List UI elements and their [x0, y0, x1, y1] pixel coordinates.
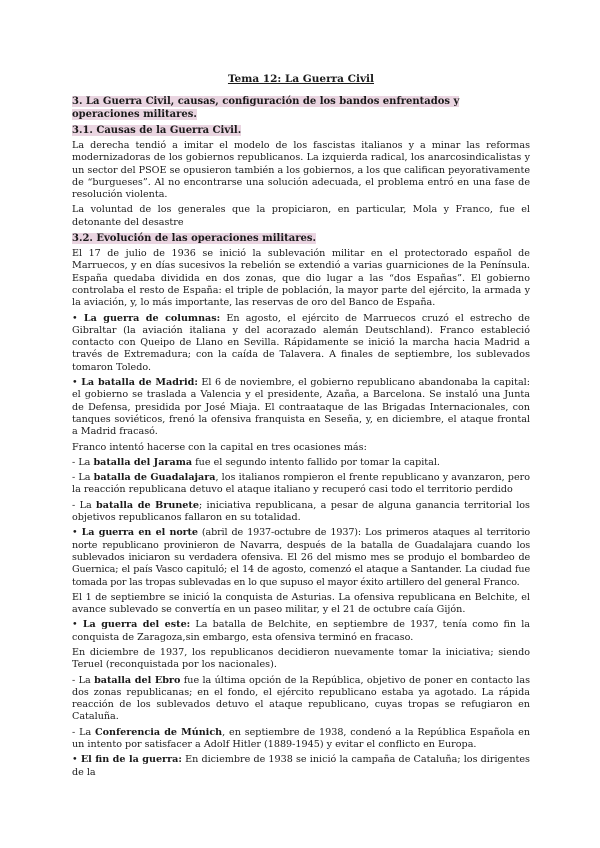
munich-item: - La Conferencia de Múnich, en septiembre de 1938, condenó a la República Española en un intento por satisfacer a Adolf Hitler (1889-1945) y evitar el conflicto en Europa.	[72, 726, 530, 751]
evolution-paragraph: El 17 de julio de 1936 se inició la sublevación militar en el protectorado español de Marruecos, y en días sucesivos la rebelión se extendió a varias guarniciones de la Península. España quedaba dividida en dos zonas, que dio lugar a las “dos Españas”. El gobierno controlaba el resto de España: el triple de población, la mayor parte del ejército, la armada y la aviación, y, lo más importante, las reservas de oro del Banco de España.	[72, 248, 530, 309]
teruel-paragraph: En diciembre de 1937, los republicanos decidieron nuevamente tomar la iniciativa; siendo Teruel (reconquistada por los nacionales).	[72, 646, 530, 671]
document-page	[72, 72, 530, 782]
fin-paragraph: • El fin de la guerra: En diciembre de 1938 se inició la campaña de Cataluña; los dirigentes de la	[72, 754, 530, 778]
causes-paragraph-2: La voluntad de los generales que la propiciaron, en particular, Mola y Franco, fue el detonante del desastre	[72, 204, 530, 228]
section-heading-3: 3. La Guerra Civil, causas, configuración de los bandos enfrentados y operaciones militares.	[72, 96, 460, 120]
guadalajara-item: - La batalla de Guadalajara, los italianos rompieron el frente republicano y avanzaron, pero la reacción republicana detuvo el ataque italiano y recuperó casi todo el territorio perdido	[72, 472, 530, 496]
section-heading-3-2: 3.2. Evolución de las operaciones militares.	[72, 233, 316, 245]
brunete-item: - La batalla de Brunete; iniciativa republicana, a pesar de alguna ganancia territorial los objetivos republicanos fallaron en su totalidad.	[72, 499, 530, 524]
section-heading-3-1: 3.1. Causas de la Guerra Civil.	[72, 125, 242, 136]
columns-paragraph: • La guerra de columnas: En agosto, el ejército de Marruecos cruzó el estrecho de Gibraltar (la aviación italiana y del acorazado alemán Deutschland). Franco estableció contacto con Queipo de Llano en Sevilla. Rápidamente se inició la marcha hacia Madrid a través de Extremadura; con la caída de Talavera. A finales de septiembre, los sublevados tomaron Toledo.	[72, 312, 530, 373]
norte-paragraph: • La guerra en el norte (abril de 1937-octubre de 1937): Los primeros ataques al territorio norte republicano provinieron de Navarra, después de la batalla de Guadalajara cuando los sublevados iniciaron su verdadera ofensiva. El 26 del mismo mes se produjo el bombardeo de Guernica; el país Vasco capituló; el 14 de agosto, comenzó el ataque a Santander. La ciudad fue tomada por las tropas sublevadas en lo que supuso el mayor éxito artillero del general Franco.	[72, 527, 530, 588]
ebro-item: - La batalla del Ebro fue la última opción de la República, objetivo de poner en contacto las dos zonas republicanas; en el fondo, el ejército republicano estaba ya agotado. La rápida reacción de los sublevados detuvo el ataque republicano, cuyas tropas se refugiaron en Cataluña.	[72, 674, 530, 723]
franco-intro: Franco intentó hacerse con la capital en tres ocasiones más:	[72, 441, 367, 453]
page-title: Tema 12: La Guerra Civil	[227, 73, 375, 85]
jarama-item: - La batalla del Jarama fue el segundo intento fallido por tomar la capital.	[72, 456, 440, 468]
este-paragraph: • La guerra del este: La batalla de Belchite, en septiembre de 1937, tenía como fin la conquista de Zaragoza,sin embargo, esta ofensiva terminó en fracaso.	[72, 619, 530, 643]
madrid-paragraph: • La batalla de Madrid: El 6 de noviembre, el gobierno republicano abandonaba la capital: el gobierno se traslada a Valencia y el presidente, Azaña, a Barcelona. Se instaló una Junta de Defensa, presidida por José Miaja. El contraataque de las Brigadas Internacionales, con tanques soviéticos, frenó la ofensiva franquista en Seseña, y, en diciembre, el ataque frontal a Madrid fracasó.	[72, 377, 530, 438]
causes-paragraph-1: La derecha tendió a imitar el modelo de los fascistas italianos y a minar las reformas modernizadoras de los gobiernos republicanos. La izquierda radical, los anarcosindicalistas y un sector del PSOE se opusieron también a los gobiernos, a los que califican peyorativamente de “burgueses”. Al no encontrarse una solución adecuada, el problema entró en una fase de resolución violenta.	[72, 140, 530, 201]
asturias-paragraph: El 1 de septiembre se inició la conquista de Asturias. La ofensiva republicana en Belchite, el avance sublevado se convertía en un paseo militar, y el 21 de octubre caía Gijón.	[72, 591, 530, 616]
